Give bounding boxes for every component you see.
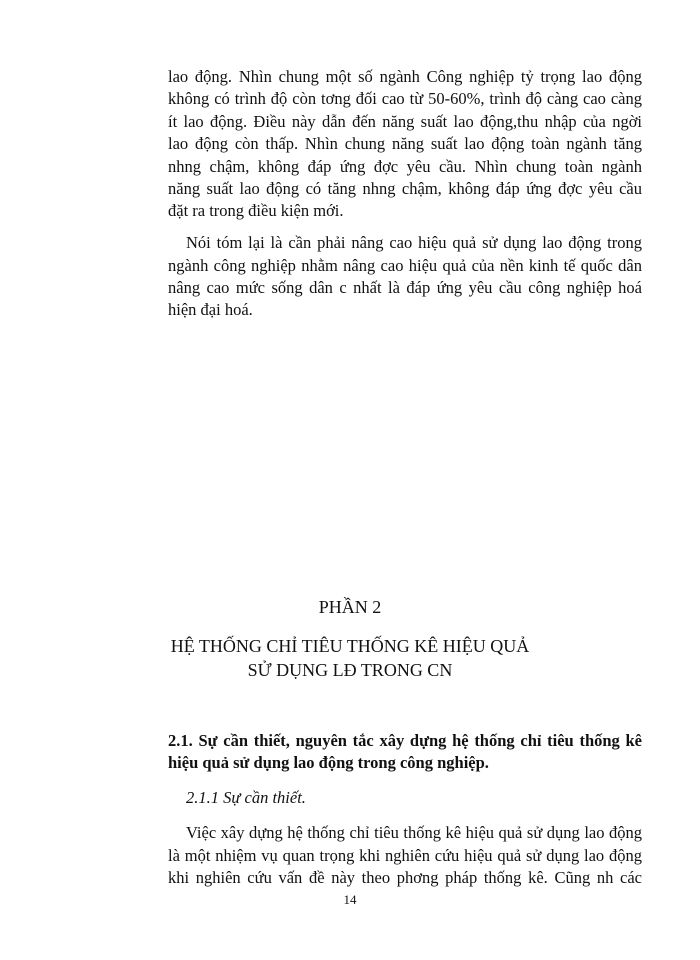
part-title-line2: SỬ DỤNG LĐ TRONG CN bbox=[247, 660, 453, 680]
paragraph1-line: không có trình độ còn tơng đối cao từ 50-60%, trình độ càng cao càng bbox=[168, 89, 642, 108]
paragraph3-line: khi nghiên cứu vấn đề này theo phơng pháp thống kê. Cũng nh các bbox=[168, 868, 642, 887]
page-number: 14 bbox=[343, 892, 357, 907]
paragraph2-line: ngành công nghiệp nhằm nâng cao hiệu quả của nền kinh tế quốc dân bbox=[168, 256, 642, 275]
paragraph3-line: Việc xây dựng hệ thống chỉ tiêu thống kê hiệu quả sử dụng lao động bbox=[186, 823, 642, 842]
subsection-heading: 2.1.1 Sự cần thiết. bbox=[186, 788, 306, 807]
section-heading-line2: hiệu quả sử dụng lao động trong công nghiệp. bbox=[168, 753, 489, 772]
paragraph1-line: ít lao động. Điều này dẫn đến năng suất lao động,thu nhập của ngời bbox=[168, 112, 642, 131]
paragraph1-line: nhng chậm, không đáp ứng đợc yêu cầu. Nhìn chung toàn ngành bbox=[168, 157, 642, 176]
paragraph2-line: hiện đại hoá. bbox=[168, 300, 253, 319]
paragraph1-line: đặt ra trong điều kiện mới. bbox=[168, 201, 344, 220]
part-title-line1: HỆ THỐNG CHỈ TIÊU THỐNG KÊ HIỆU QUẢ bbox=[170, 636, 530, 656]
paragraph3-line: là một nhiệm vụ quan trọng khi nghiên cứu hiệu quả sử dụng lao động bbox=[168, 846, 642, 865]
part-label: PHẦN 2 bbox=[318, 597, 382, 617]
section-heading-line1: 2.1. Sự cần thiết, nguyên tắc xây dựng hệ thống chỉ tiêu thống kê bbox=[168, 731, 642, 750]
paragraph2-line: nâng cao mức sống dân c nhất là đáp ứng yêu cầu công nghiệp hoá bbox=[168, 278, 642, 297]
paragraph1-line: lao động còn thấp. Nhìn chung năng suất lao động toàn ngành tăng bbox=[168, 134, 642, 153]
paragraph2-line: Nói tóm lại là cần phải nâng cao hiệu quả sử dụng lao động trong bbox=[186, 233, 642, 252]
paragraph1-line: năng suất lao động có tăng nhng chậm, không đáp ứng đợc yêu cầu bbox=[168, 179, 642, 198]
paragraph1-line: lao động. Nhìn chung một số ngành Công nghiệp tỷ trọng lao động bbox=[168, 67, 642, 86]
